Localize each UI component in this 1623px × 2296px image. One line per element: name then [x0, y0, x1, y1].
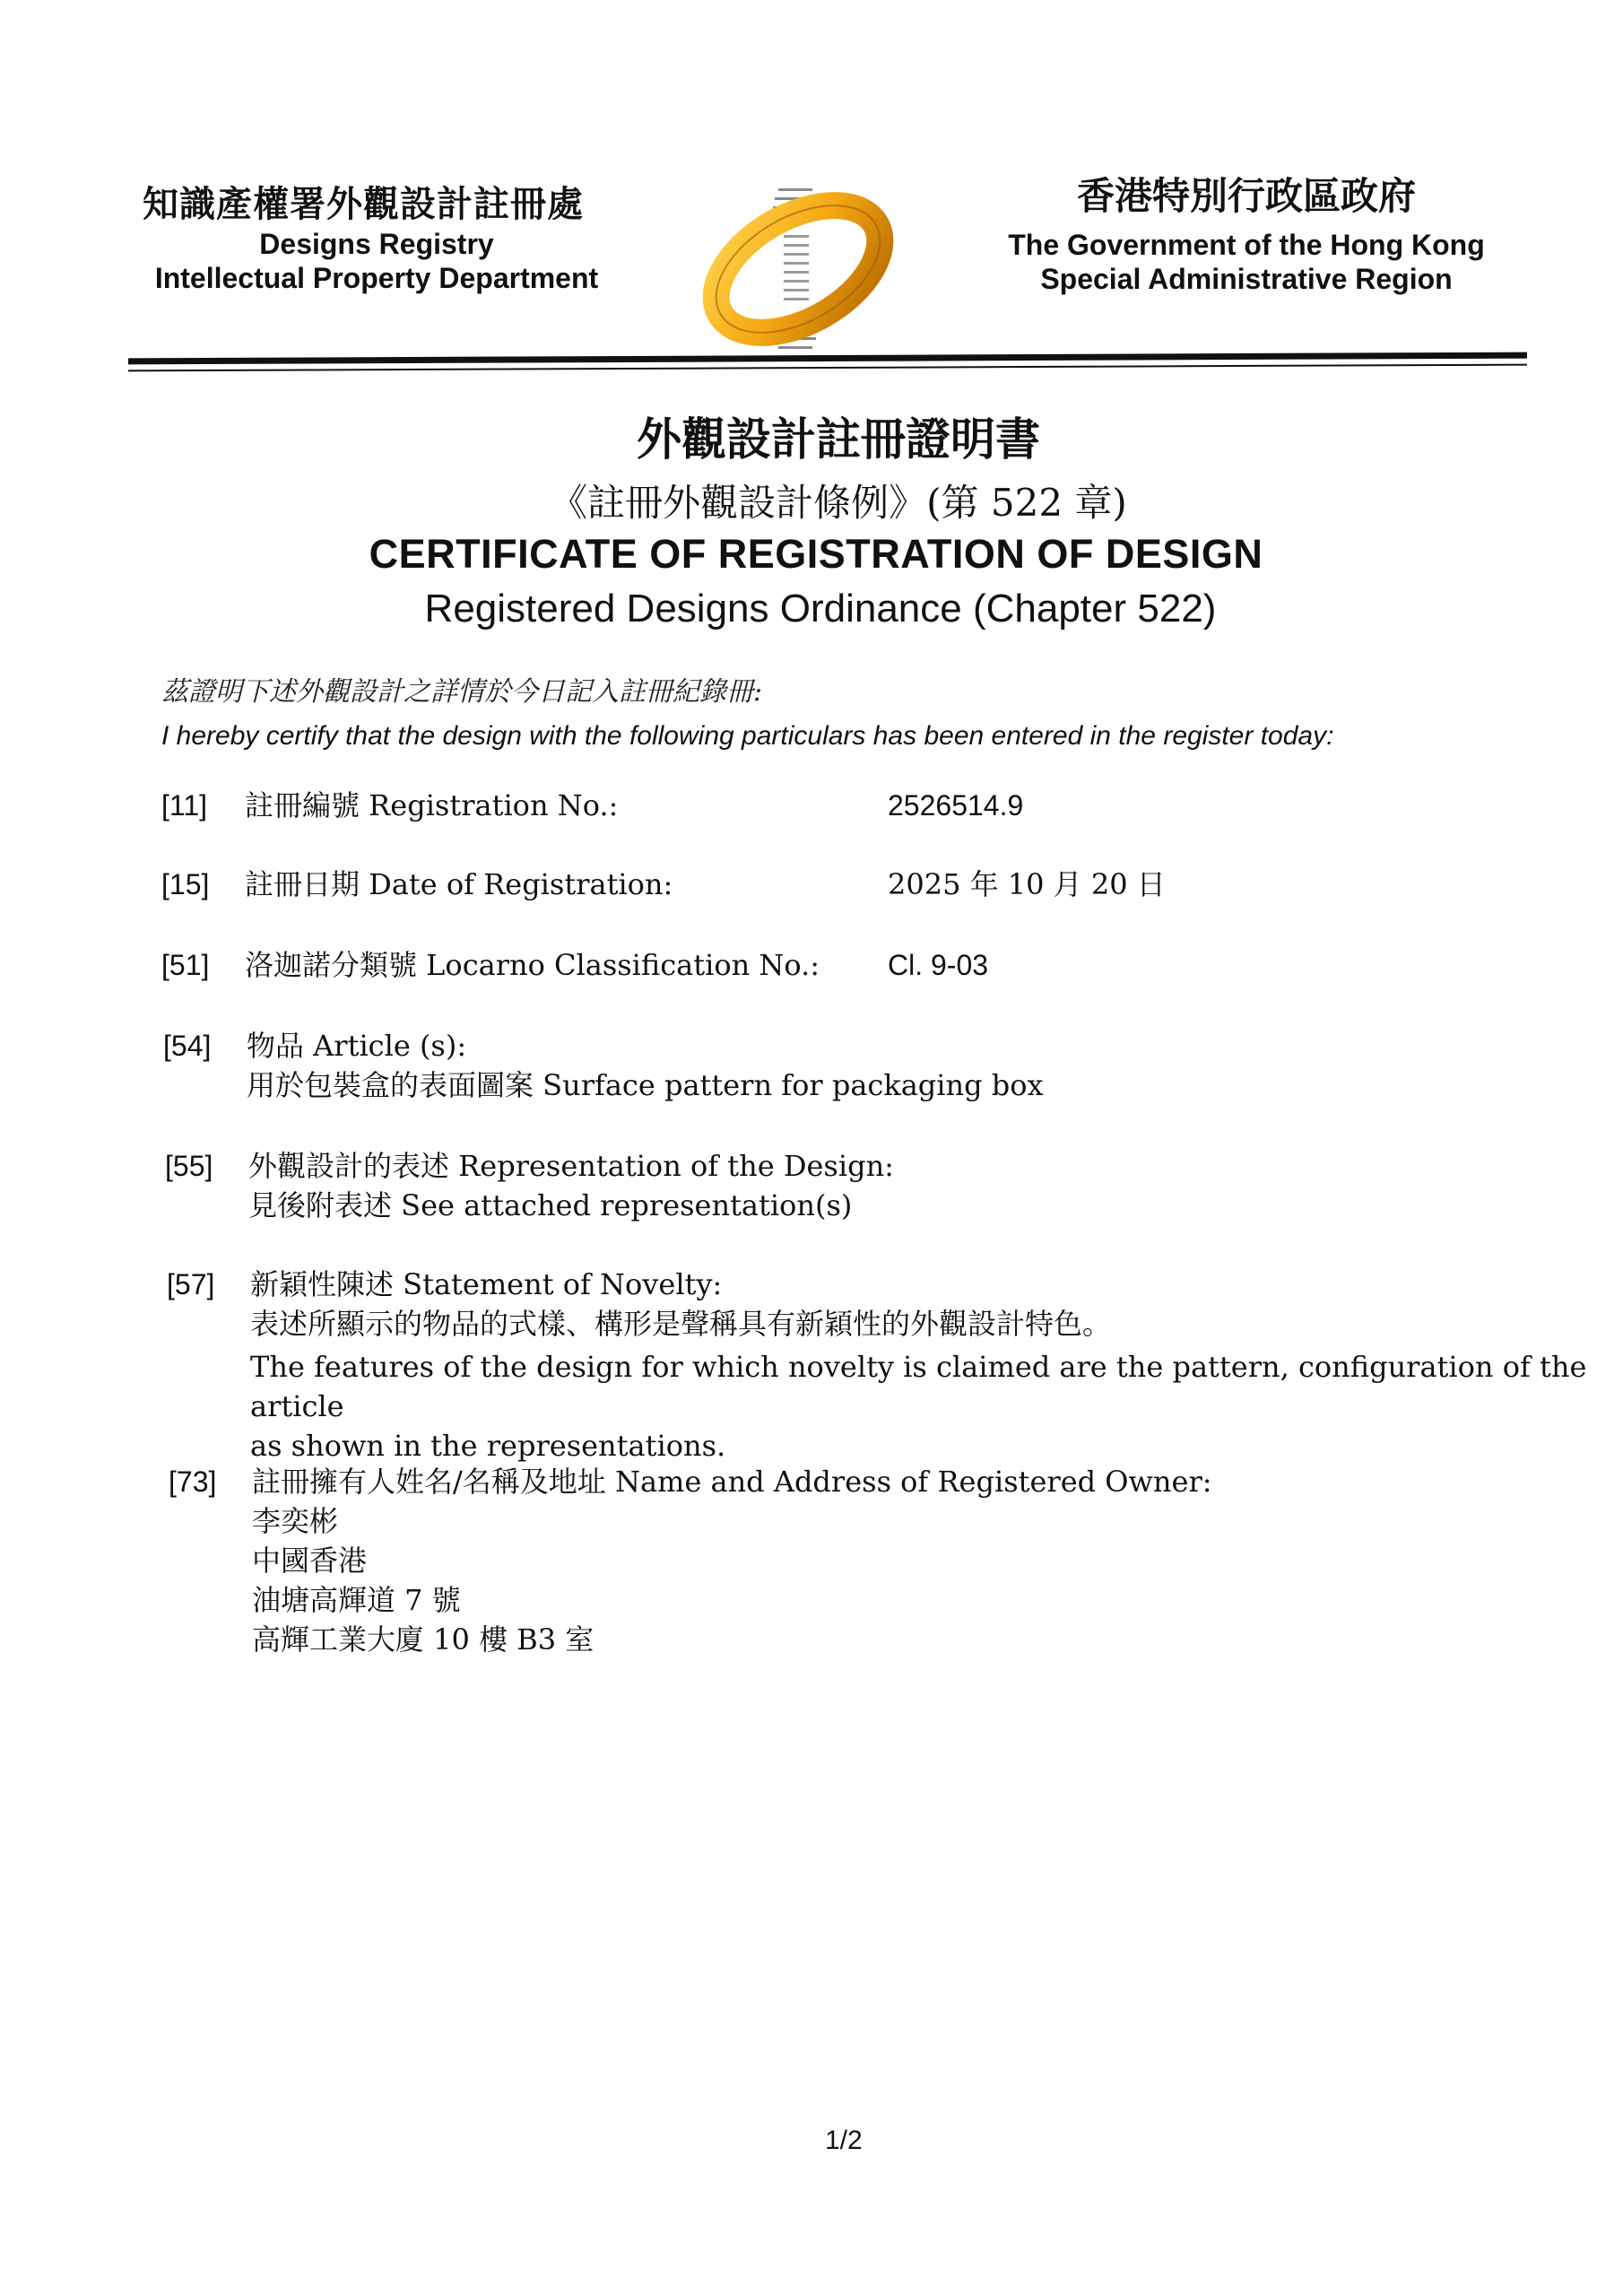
- field-code: [11]: [161, 789, 207, 822]
- novelty-statement-en-line1: The features of the design for which novelty is claimed are the pattern, configuration of the article: [250, 1350, 1587, 1423]
- field-label: 洛迦諾分類號 Locarno Classification No.:: [245, 948, 820, 982]
- certificate-title-en: CERTIFICATE OF REGISTRATION OF DESIGN: [369, 531, 1263, 577]
- issuer-name-en-line2: Intellectual Property Department: [154, 262, 599, 294]
- field-code: [54]: [163, 1030, 212, 1062]
- certification-statement-zh: 茲證明下述外觀設計之詳情於今日記入註冊紀錄冊:: [161, 676, 763, 708]
- field-code: [73]: [169, 1465, 217, 1498]
- representation-value: 見後附表述 See attached representation(s): [248, 1188, 853, 1222]
- government-block: [968, 167, 1524, 296]
- locarno-class-value: Cl. 9-03: [888, 949, 989, 981]
- certificate-title-block: [0, 404, 1623, 631]
- government-name-en-line2: Special Administrative Region: [1040, 263, 1453, 295]
- ordinance-title-en: Registered Designs Ordinance (Chapter 522): [424, 587, 1217, 631]
- government-name-en-line1: The Government of the Hong Kong: [1008, 229, 1485, 261]
- field-label: 新穎性陳述 Statement of Novelty:: [250, 1267, 723, 1301]
- field-label: 註冊編號 Registration No.:: [245, 788, 619, 822]
- issuer-name-en-line1: Designs Registry: [259, 228, 494, 260]
- issuer-block: [135, 176, 619, 295]
- registration-number-value: 2526514.9: [888, 789, 1024, 822]
- owner-address-line3: 高輝工業大廈 10 樓 B3 室: [252, 1622, 595, 1657]
- page-number: 1/2: [825, 2126, 863, 2155]
- article-value: 用於包裝盒的表面圖案 Surface pattern for packaging box: [247, 1068, 1044, 1102]
- certification-statement: [161, 669, 1506, 752]
- field-code: [57]: [167, 1268, 215, 1300]
- ordinance-title-zh: 《註冊外觀設計條例》(第 522 章): [550, 481, 1127, 525]
- field-body: [247, 1026, 1592, 1105]
- owner-address-line1: 中國香港: [252, 1544, 368, 1578]
- field-code: [15]: [161, 868, 210, 900]
- header-rule-thin: [128, 364, 1527, 372]
- novelty-statement-zh: 表述所顯示的物品的式樣、構形是聲稱具有新穎性的外觀設計特色。: [250, 1307, 1112, 1341]
- field-label: 註冊擁有人姓名/名稱及地址 Name and Address of Registered Owner:: [252, 1465, 1212, 1499]
- registration-date-value: 2025 年 10 月 20 日: [888, 867, 1166, 901]
- field-label: 物品 Article (s):: [247, 1029, 467, 1063]
- field-body: [252, 1462, 1597, 1659]
- gold-ring-emblem-icon: [690, 179, 906, 359]
- novelty-statement-en-line2: as shown in the representations.: [250, 1429, 726, 1463]
- issuer-name-zh: 知識產權署外觀設計註冊處: [143, 183, 584, 225]
- owner-name: 李奕彬: [252, 1504, 339, 1538]
- field-label: 外觀設計的表述 Representation of the Design:: [248, 1149, 894, 1183]
- field-body: [248, 1146, 1593, 1225]
- field-body: [250, 1265, 1595, 1465]
- certification-statement-en: I hereby certify that the design with the following particulars has been entered in the register today:: [161, 721, 1334, 751]
- owner-address-line2: 油塘高輝道 7 號: [252, 1583, 461, 1617]
- field-code: [55]: [165, 1150, 213, 1182]
- certificate-title-zh: 外觀設計註冊證明書: [637, 413, 1040, 465]
- field-code: [51]: [161, 949, 210, 981]
- field-label: 註冊日期 Date of Registration:: [245, 867, 673, 901]
- government-name-zh: 香港特別行政區政府: [1076, 174, 1416, 218]
